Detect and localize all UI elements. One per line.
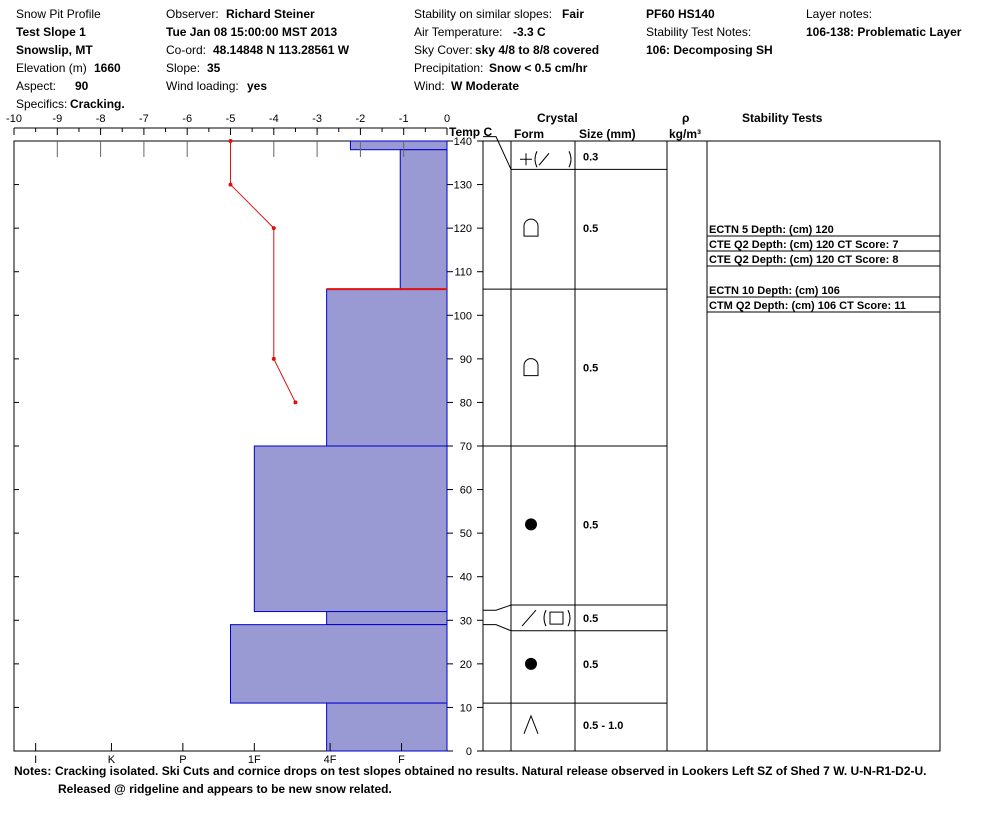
air-temp-label: Air Temperature: (414, 25, 503, 39)
location: Snowslip, MT (16, 43, 93, 57)
height-tick-label: 100 (453, 310, 472, 323)
stability-test-row: CTE Q2 Depth: (cm) 120 CT Score: 8 (709, 254, 899, 266)
profile-title: Snow Pit Profile (16, 7, 101, 21)
notes-label: Notes: (14, 764, 52, 778)
temperature-tick-label: -6 (182, 113, 193, 125)
precip-value: Snow < 0.5 cm/hr (489, 61, 588, 75)
crystal-size-label: 0.5 - 1.0 (583, 719, 624, 732)
wind-loading-label: Wind loading: (166, 79, 239, 93)
wind-value: W Moderate (451, 79, 520, 93)
slope-value: 35 (207, 61, 221, 75)
temperature-point (293, 400, 297, 404)
stability-test-row: CTE Q2 Depth: (cm) 120 CT Score: 7 (709, 239, 899, 251)
temperature-tick-label: 0 (443, 113, 451, 125)
pf-hs: PF60 HS140 (646, 7, 715, 21)
stability-tests-header: Stability Tests (742, 111, 823, 125)
height-tick-label: 120 (453, 223, 472, 236)
height-tick-label: 50 (459, 528, 472, 541)
temperature-tick-label: -4 (268, 113, 279, 125)
stability-value: Fair (562, 7, 585, 21)
crystal-header: Crystal (537, 111, 578, 125)
temperature-tick-label: -9 (52, 113, 63, 125)
hardness-bar (254, 446, 447, 612)
size-header: Size (mm) (579, 127, 636, 141)
temp-axis-label: Temp C (449, 125, 493, 139)
stability-test-row: CTM Q2 Depth: (cm) 106 CT Score: 11 (709, 300, 906, 312)
form-header: Form (514, 127, 544, 141)
hardness-bar (231, 625, 448, 703)
air-temp-value: -3.3 C (513, 25, 546, 39)
aspect-label: Aspect: (16, 79, 57, 93)
temperature-tick-label: -7 (139, 113, 149, 125)
coord-label: Co-ord: (166, 43, 207, 57)
hardness-bar (350, 141, 447, 150)
wind-loading-value: yes (247, 79, 268, 93)
stability-test-row: ECTN 5 Depth: (cm) 120 (709, 224, 834, 236)
wind-label: Wind: (414, 79, 445, 93)
height-tick-label: 30 (459, 615, 472, 628)
crystal-size-label: 0.5 (583, 362, 599, 375)
height-tick-label: 90 (459, 353, 472, 366)
temperature-tick-label: -3 (312, 113, 322, 125)
sky-value: sky 4/8 to 8/8 covered (475, 43, 600, 57)
hardness-tick-label: K (107, 754, 116, 766)
hardness-bar (327, 703, 447, 751)
crystal-size-label: 0.3 (583, 151, 599, 164)
height-tick-label: 130 (453, 179, 472, 192)
temperature-point (272, 226, 276, 230)
height-tick-label: 0 (465, 746, 472, 758)
height-tick-label: 80 (459, 397, 472, 410)
specifics-value: Cracking. (70, 97, 125, 111)
crystal-size-label: 0.5 (583, 613, 599, 626)
density-unit-header: kg/m³ (669, 127, 702, 141)
datetime: Tue Jan 08 15:00:00 MST 2013 (166, 25, 338, 39)
precip-label: Precipitation: (414, 61, 484, 75)
stability-label: Stability on similar slopes: (414, 7, 553, 21)
crystal-size-label: 0.5 (583, 658, 599, 671)
hardness-tick-label: P (179, 754, 187, 766)
coord-value: 48.14848 N 113.28561 W (213, 43, 350, 57)
temperature-tick-label: -5 (225, 113, 236, 125)
crystal-size-label: 0.5 (583, 223, 599, 236)
hardness-bar (327, 612, 447, 625)
temperature-point (229, 139, 233, 143)
notes-line-2: Released @ ridgeline and appears to be new snow related. (58, 782, 392, 796)
site-name: Test Slope 1 (16, 25, 86, 39)
stability-notes-value: 106: Decomposing SH (646, 43, 773, 57)
aspect-value: 90 (75, 79, 89, 93)
crystal-size-label: 0.5 (583, 519, 599, 532)
height-tick-label: 70 (459, 441, 472, 453)
height-tick-label: 40 (459, 571, 472, 584)
sky-label: Sky Cover: (414, 43, 473, 57)
stability-test-row: ECTN 10 Depth: (cm) 106 (709, 285, 840, 297)
temperature-tick-label: -10 (6, 113, 22, 125)
elevation-label: Elevation (m) (16, 61, 87, 75)
hardness-tick-label: 4F (323, 754, 337, 766)
temperature-tick-label: -1 (398, 113, 409, 125)
temperature-point (272, 357, 276, 361)
height-tick-label: 10 (459, 702, 472, 715)
crystal-rounded-grains-icon (525, 518, 537, 530)
hardness-tick-label: I (34, 754, 38, 766)
hardness-tick-label: F (398, 754, 405, 766)
hardness-bar (327, 289, 447, 446)
notes-line-1: Cracking isolated. Ski Cuts and cornice drops on test slopes obtained no results. Natural release observed in Lookers Left SZ of Shed 7 W. U-N-R1-D2-U. (55, 764, 927, 778)
slope-label: Slope: (166, 61, 201, 75)
observer-label: Observer: (166, 7, 219, 21)
height-tick-label: 110 (454, 266, 472, 279)
temperature-tick-label: -8 (95, 113, 106, 125)
hardness-tick-label: 1F (247, 754, 261, 766)
height-tick-label: 20 (459, 658, 472, 671)
hardness-bar (400, 150, 447, 289)
crystal-rounded-grains-icon (525, 658, 537, 670)
stability-notes-label: Stability Test Notes: (646, 25, 752, 39)
layer-notes-label: Layer notes: (806, 7, 873, 21)
temperature-tick-label: -2 (355, 113, 366, 125)
temperature-point (229, 183, 233, 187)
height-tick-label: 140 (453, 136, 472, 148)
observer-value: Richard Steiner (226, 7, 315, 21)
rho-header: ρ (682, 111, 690, 125)
specifics-label: Specifics: (16, 97, 68, 111)
elevation-value: 1660 (94, 61, 121, 75)
height-tick-label: 60 (459, 484, 472, 497)
layer-notes-value: 106-138: Problematic Layer (806, 25, 962, 39)
